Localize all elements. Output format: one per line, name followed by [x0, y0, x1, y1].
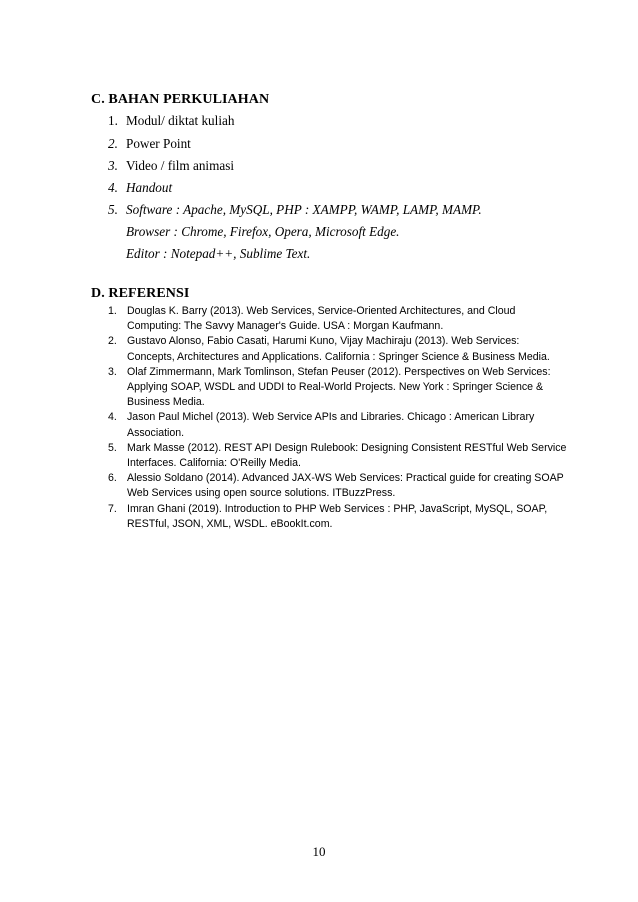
- reference-text: Jason Paul Michel (2013). Web Service APIs and Libraries. Chicago : American Library Association.: [127, 411, 535, 439]
- reference-number: 3.: [108, 365, 117, 378]
- reference-number: 1.: [108, 305, 117, 317]
- material-item-text: Software : Apache, MySQL, PHP : XAMPP, WAMP, LAMP, MAMP.: [126, 202, 482, 217]
- material-item-5: [108, 202, 482, 218]
- reference-item: [108, 304, 568, 334]
- reference-number: 2.: [108, 335, 117, 348]
- reference-item: [108, 502, 568, 532]
- reference-text: Mark Masse (2012). REST API Design Rulebook: Designing Consistent RESTful Web Service Interfaces. California: O'Reilly Media.: [127, 441, 567, 470]
- material-item-2: [108, 136, 191, 152]
- material-item-text: Video / film animasi: [126, 158, 234, 173]
- reference-item: [108, 471, 568, 501]
- material-item-1: [108, 113, 234, 129]
- material-item-text: Power Point: [126, 136, 191, 151]
- material-item-number: 1.: [108, 113, 118, 128]
- reference-text: Douglas K. Barry (2013). Web Services, Service-Oriented Architectures, and Cloud Computing: The Savvy Manager's Guide. USA : Morgan Kaufmann.: [127, 305, 516, 333]
- material-item-number: 2.: [108, 136, 118, 151]
- reference-number: 4.: [108, 411, 117, 424]
- material-item-3: [108, 158, 234, 174]
- reference-number: 6.: [108, 472, 117, 485]
- reference-number: 5.: [108, 441, 117, 454]
- reference-text: Olaf Zimmermann, Mark Tomlinson, Stefan Peuser (2012). Perspectives on Web Services: Applying SOAP, WSDL and UDDI to Real-World Projects. New York : Springer Science & Business Media.: [127, 365, 551, 409]
- material-item-number: 5.: [108, 202, 118, 217]
- reference-item: [108, 334, 568, 364]
- material-item-text: Handout: [126, 180, 173, 195]
- material-item-text: Modul/ diktat kuliah: [126, 113, 235, 128]
- reference-text: Alessio Soldano (2014). Advanced JAX-WS Web Services: Practical guide for creating SOAP Web Services using open source solutions. ITBuzzPress.: [127, 472, 564, 500]
- reference-item: [108, 365, 568, 411]
- reference-item: [108, 441, 568, 471]
- reference-number: 7.: [108, 502, 117, 515]
- page-number: 10: [312, 844, 326, 859]
- material-item-number: 3.: [108, 158, 118, 173]
- material-item-5-browser: Browser : Chrome, Firefox, Opera, Microsoft Edge.: [126, 224, 400, 239]
- material-item-5-editor: Editor : Notepad++, Sublime Text.: [126, 246, 311, 261]
- section-c-title: C. BAHAN PERKULIAHAN: [91, 92, 270, 107]
- material-item-number: 4.: [108, 180, 118, 195]
- reference-text: Imran Ghani (2019). Introduction to PHP Web Services : PHP, JavaScript, MySQL, SOAP, RESTful, JSON, XML, WSDL. eBookIt.com.: [127, 502, 548, 530]
- reference-list: [108, 304, 568, 532]
- reference-text: Gustavo Alonso, Fabio Casati, Harumi Kuno, Vijay Machiraju (2013). Web Services: Concepts, Architectures and Applications. California : Springer Science & Business Media.: [127, 335, 550, 363]
- material-item-4: [108, 180, 172, 196]
- reference-item: [108, 410, 568, 440]
- section-d-title: D. REFERENSI: [91, 286, 190, 301]
